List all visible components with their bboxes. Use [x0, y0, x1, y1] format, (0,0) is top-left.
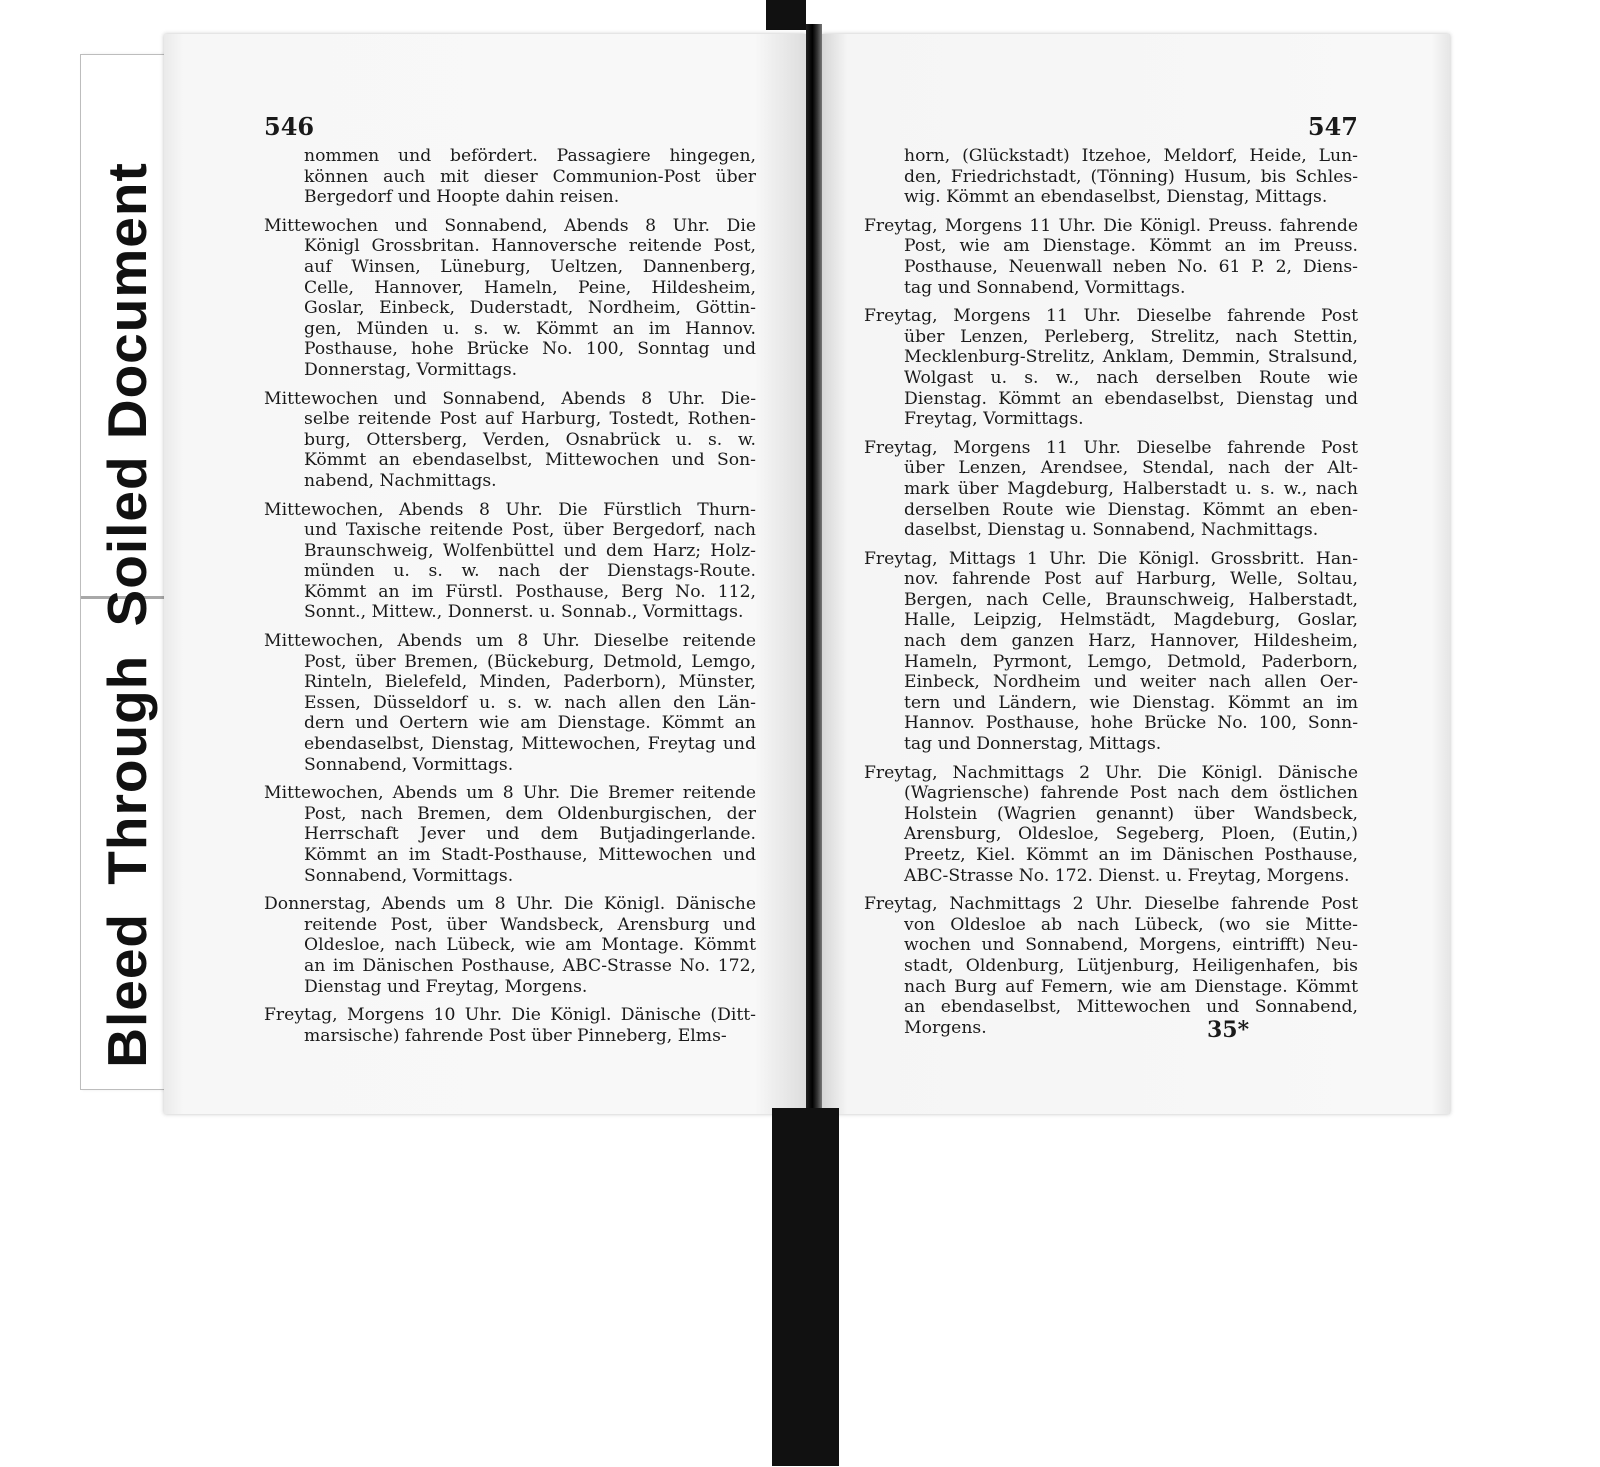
- text-line: Posthause, hohe Brücke No. 100, Sonntag und: [304, 339, 756, 360]
- entry-gap: [864, 430, 1358, 438]
- text-line: können auch mit dieser Communion-Post über: [304, 166, 756, 187]
- text-line: Mecklenburg-Strelitz, Anklam, Demmin, Stralsund,: [904, 347, 1358, 368]
- text-line: Freytag, Morgens 11 Uhr. Dieselbe fahrende Post: [864, 306, 1358, 327]
- text-line: Herrschaft Jever und dem Butjadingerlande.: [304, 824, 756, 845]
- text-line: Morgens.: [904, 1017, 987, 1038]
- text-line: mark über Magdeburg, Halberstadt u. s. w., nach: [904, 478, 1358, 499]
- text-line: den, Friedrichstadt, (Tönning) Husum, bis Schles-: [904, 166, 1358, 187]
- text-line: dern und Oertern wie am Dienstage. Kömmt an: [304, 713, 756, 734]
- stamp-word-bleed: Bleed: [96, 912, 158, 1068]
- text-line: Celle, Hannover, Hameln, Peine, Hildesheim,: [304, 277, 756, 298]
- text-line: Dienstag. Kömmt an ebendaselbst, Dienstag und: [904, 388, 1358, 409]
- text-line: Hannov. Posthause, hohe Brücke No. 100, Sonn-: [904, 713, 1358, 734]
- text-line: burg, Ottersberg, Verden, Osnabrück u. s. w.: [304, 429, 756, 450]
- text-line: Goslar, Einbeck, Duderstadt, Nordheim, Göttin-: [304, 298, 756, 319]
- text-line: auf Winsen, Lüneburg, Ueltzen, Dannenberg,: [304, 256, 756, 277]
- condition-stamp: [80, 54, 174, 1090]
- entry-gap: [264, 886, 756, 894]
- text-line: reitende Post, über Wandsbeck, Arensburg und: [304, 914, 756, 935]
- text-line: derselben Route wie Dienstag. Kömmt an eben-: [904, 499, 1358, 520]
- page-text: [864, 146, 1358, 1038]
- text-line: nabend, Nachmittags.: [304, 470, 497, 491]
- text-line: Bergen, nach Celle, Braunschweig, Halberstadt,: [904, 589, 1358, 610]
- text-line: nov. fahrende Post auf Harburg, Welle, Soltau,: [904, 569, 1358, 590]
- text-line: Holstein (Wagrien genannt) über Wandsbeck,: [904, 803, 1358, 824]
- text-line: selbe reitende Post auf Harburg, Tostedt, Rothen-: [304, 409, 756, 430]
- text-line: horn, (Glückstadt) Itzehoe, Meldorf, Heide, Lun-: [904, 146, 1358, 166]
- page-number: 546: [264, 112, 315, 141]
- text-line: Essen, Düsseldorf u. s. w. nach allen den Län-: [304, 692, 756, 713]
- text-line: Preetz, Kiel. Kömmt an im Dänischen Posthause,: [904, 845, 1358, 865]
- text-line: Post, wie am Dienstage. Kömmt an im Preuss.: [904, 236, 1358, 257]
- text-line: ABC-Strasse No. 172. Dienst. u. Freytag, Morgens.: [904, 865, 1350, 886]
- text-line: wochen und Sonnabend, Morgens, eintrifft) Neu-: [904, 935, 1358, 956]
- text-line: tag und Sonnabend, Vormittags.: [904, 277, 1186, 298]
- text-line: tag und Donnerstag, Mittags.: [904, 734, 1162, 755]
- text-line: Sonnabend, Vormittags.: [304, 865, 514, 886]
- page-number: 547: [1307, 112, 1358, 141]
- text-line: gen, Münden u. s. w. Kömmt an im Hannov.: [304, 318, 756, 339]
- text-line: Mittewochen, Abends um 8 Uhr. Dieselbe reitende: [264, 631, 756, 652]
- text-line: Bergedorf und Hoopte dahin reisen.: [304, 187, 620, 208]
- text-line: Kömmt an im Stadt-Posthause, Mittewochen und: [304, 845, 756, 865]
- stamp-word-through: Through: [96, 654, 158, 885]
- text-line: Freytag, Nachmittags 2 Uhr. Die Königl. Dänische: [864, 762, 1358, 783]
- text-line: Freytag, Morgens 11 Uhr. Dieselbe fahrende Post: [864, 437, 1358, 458]
- binding-clip-top: [766, 0, 806, 30]
- entry-gap: [864, 298, 1358, 306]
- text-line: Kömmt an ebendaselbst, Mittewochen und Son-: [304, 450, 756, 471]
- text-line: Mittewochen und Sonnabend, Abends 8 Uhr. Die-: [264, 388, 756, 409]
- book-gutter: [806, 24, 822, 1124]
- text-line: Königl Grossbritan. Hannoversche reitende Post,: [304, 236, 756, 257]
- text-line: Freytag, Mittags 1 Uhr. Die Königl. Grossbritt. Han-: [864, 548, 1358, 569]
- text-line: stadt, Oldenburg, Lütjenburg, Heiligenhafen, bis: [904, 955, 1358, 976]
- page-text: [264, 146, 756, 1046]
- text-line: Post, nach Bremen, dem Oldenburgischen, der: [304, 803, 756, 824]
- text-line: über Lenzen, Arendsee, Stendal, nach der Alt-: [904, 458, 1358, 479]
- entry-gap: [264, 381, 756, 389]
- text-line: (Wagriensche) fahrende Post nach dem östlichen: [904, 783, 1358, 804]
- entry-gap: [264, 492, 756, 500]
- text-line: Mittewochen und Sonnabend, Abends 8 Uhr. Die: [264, 215, 756, 236]
- entry-gap: [864, 755, 1358, 763]
- text-line: Sonnabend, Vormittags.: [304, 754, 514, 775]
- text-line: Freytag, Nachmittags 2 Uhr. Dieselbe fahrende Post: [864, 894, 1358, 915]
- entry-gap: [264, 997, 756, 1005]
- entry-gap: [864, 886, 1358, 894]
- text-line: Freytag, Morgens 10 Uhr. Die Königl. Dänische (Ditt-: [264, 1005, 756, 1026]
- text-line: nommen und befördert. Passagiere hingegen,: [304, 146, 756, 166]
- text-line: und Taxische reitende Post, über Bergedorf, nach: [304, 520, 756, 541]
- text-line: ebendaselbst, Dienstag, Mittewochen, Freytag und: [304, 734, 756, 755]
- entry-gap: [264, 623, 756, 631]
- text-line: Mittewochen, Abends um 8 Uhr. Die Bremer reitende: [264, 783, 756, 804]
- text-line: über Lenzen, Perleberg, Strelitz, nach Stettin,: [904, 326, 1358, 347]
- text-line: Donnerstag, Vormittags.: [304, 359, 518, 380]
- stamp-label: [95, 156, 159, 1074]
- signature-mark: 35*: [1207, 1017, 1250, 1043]
- entry-gap: [864, 208, 1358, 216]
- entry-gap: [864, 541, 1358, 549]
- text-line: Rinteln, Bielefeld, Minden, Paderborn), Münster,: [304, 672, 756, 693]
- text-line: Freytag, Vormittags.: [904, 409, 1084, 430]
- text-line: nach Burg auf Femern, wie am Dienstage. Kömmt: [904, 976, 1358, 997]
- text-line: Wolgast u. s. w., nach derselben Route wie: [904, 367, 1358, 388]
- text-line: Mittewochen, Abends 8 Uhr. Die Fürstlich Thurn-: [264, 499, 756, 520]
- text-line: Einbeck, Nordheim und weiter nach allen Oer-: [904, 672, 1358, 693]
- text-line: Donnerstag, Abends um 8 Uhr. Die Königl. Dänische: [264, 894, 756, 915]
- text-line: münden u. s. w. nach der Dienstags-Route.: [304, 561, 756, 582]
- entry-gap: [264, 208, 756, 216]
- right-page: [822, 34, 1450, 1114]
- text-line: Hameln, Pyrmont, Lemgo, Detmold, Paderborn,: [904, 651, 1358, 672]
- text-line: Halle, Leipzig, Helmstädt, Magdeburg, Goslar,: [904, 610, 1358, 631]
- text-line: an im Dänischen Posthause, ABC-Strasse No. 172,: [304, 955, 756, 976]
- text-line: wig. Kömmt an ebendaselbst, Dienstag, Mittags.: [904, 187, 1328, 208]
- text-line: Arensburg, Oldesloe, Segeberg, Ploen, (Eutin,): [904, 824, 1358, 845]
- text-line: an ebendaselbst, Mittewochen und Sonnabend,: [904, 997, 1358, 1018]
- binding-clip-bottom: [772, 1108, 839, 1466]
- text-line: Posthause, Neuenwall neben No. 61 P. 2, Diens-: [904, 256, 1358, 277]
- text-line: Kömmt an im Fürstl. Posthause, Berg No. 112,: [304, 581, 756, 602]
- left-page: [164, 34, 806, 1114]
- text-line: Braunschweig, Wolfenbüttel und dem Harz; Holz-: [304, 540, 756, 561]
- text-line: Oldesloe, nach Lübeck, wie am Montage. Kömmt: [304, 935, 756, 956]
- entry-gap: [264, 775, 756, 783]
- stamp-word-soiled-document: Soiled Document: [96, 162, 158, 627]
- text-line: Freytag, Morgens 11 Uhr. Die Königl. Preuss. fahrende: [864, 215, 1358, 236]
- text-line: Dienstag und Freytag, Morgens.: [304, 976, 588, 997]
- text-line: Sonnt., Mittew., Donnerst. u. Sonnab., Vormittags.: [304, 602, 744, 623]
- text-line: tern und Ländern, wie Dienstag. Kömmt an im: [904, 692, 1358, 713]
- text-line: nach dem ganzen Harz, Hannover, Hildesheim,: [904, 631, 1358, 652]
- text-line: daselbst, Dienstag u. Sonnabend, Nachmittags.: [904, 520, 1319, 541]
- text-line: Post, über Bremen, (Bückeburg, Detmold, Lemgo,: [304, 651, 756, 672]
- text-line: von Oldesloe ab nach Lübeck, (wo sie Mitte-: [904, 914, 1358, 935]
- text-line: marsische) fahrende Post über Pinneberg, Elms-: [304, 1025, 727, 1046]
